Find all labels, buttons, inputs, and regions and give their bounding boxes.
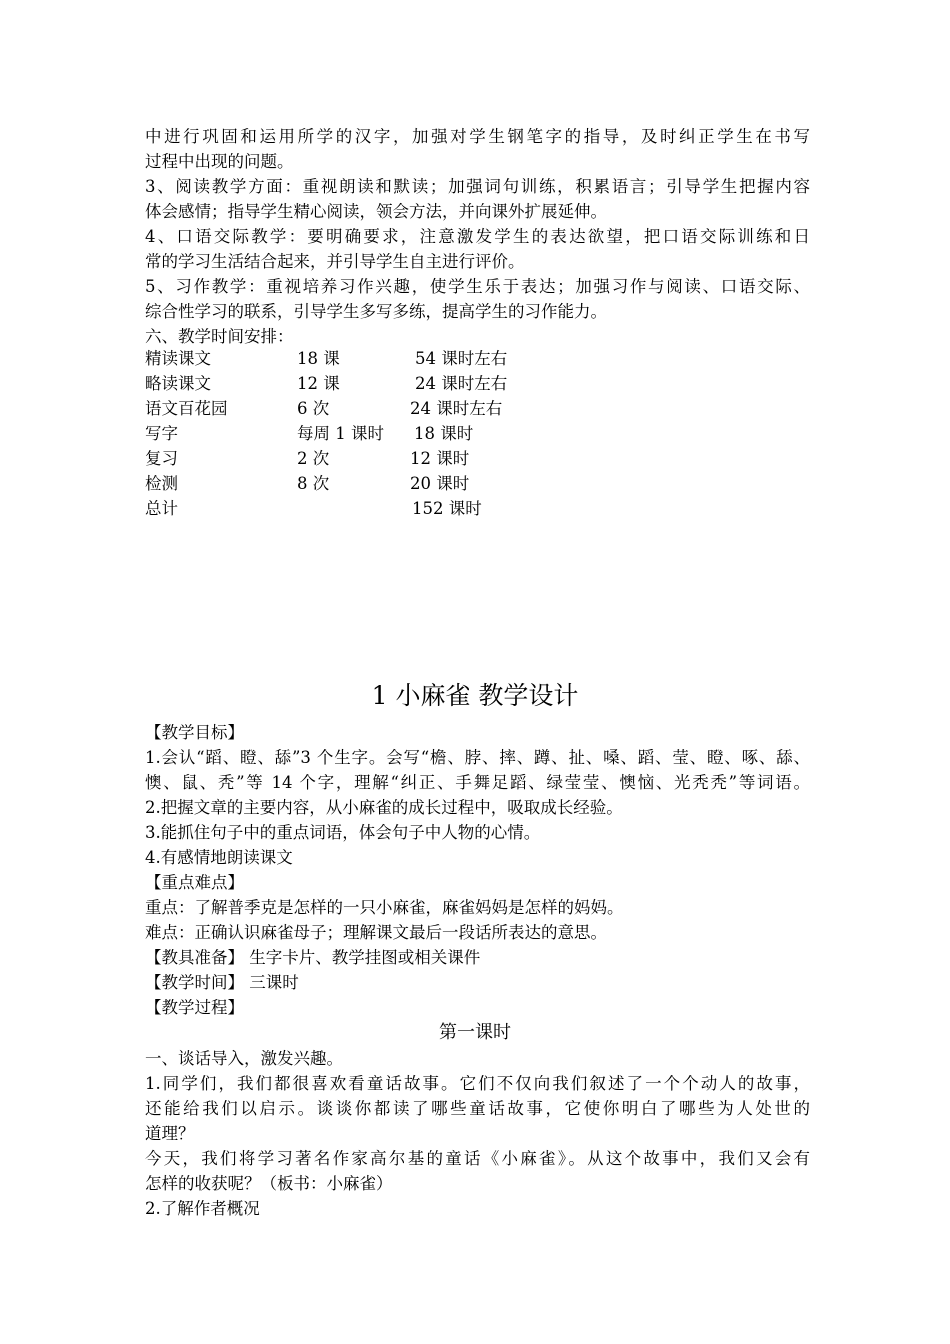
text-line: 还能给我们以启示。谈谈你都读了哪些童话故事，它使你明白了哪些为人处世的 <box>145 1099 810 1118</box>
text-line: 5、习作教学：重视培养习作兴趣，使学生乐于表达；加强习作与阅读、口语交际、 <box>145 277 810 296</box>
text-line: 怎样的收获呢？（板书：小麻雀） <box>145 1174 393 1193</box>
schedule-count: 12 课 <box>297 374 340 393</box>
text-line: 【教具准备】 生字卡片、教学挂图或相关课件 <box>145 948 481 967</box>
schedule-hours: 12 课时 <box>410 449 470 468</box>
schedule-hours: 24 课时左右 <box>415 374 508 393</box>
schedule-hours: 20 课时 <box>410 474 470 493</box>
text-line: 重点：了解普季克是怎样的一只小麻雀，麻雀妈妈是怎样的妈妈。 <box>145 898 624 917</box>
text-line: 综合性学习的联系，引导学生多写多练，提高学生的习作能力。 <box>145 302 607 321</box>
section-heading: 【教学目标】 <box>145 723 244 742</box>
section-heading: 【教学过程】 <box>145 998 244 1017</box>
text-line: 体会感情；指导学生精心阅读，领会方法，并向课外扩展延伸。 <box>145 202 607 221</box>
schedule-row <box>145 421 645 446</box>
schedule-item: 精读课文 <box>145 349 211 368</box>
schedule-count: 每周 1 课时 <box>297 424 384 443</box>
text-line: 一、谈话导入，激发兴趣。 <box>145 1049 343 1068</box>
text-line: 2.把握文章的主要内容，从小麻雀的成长过程中，吸取成长经验。 <box>145 798 623 817</box>
schedule-count: 18 课 <box>297 349 340 368</box>
lesson-heading: 第一课时 <box>439 1022 511 1043</box>
design-text-block <box>145 720 810 1020</box>
text-line: 1.会认“蹈、瞪、舔”3 个生字。会写“檐、脖、摔、蹲、扯、嗓、蹈、莹、瞪、啄、舔、 <box>145 748 810 767</box>
schedule-hours: 18 课时 <box>414 424 474 443</box>
lesson-text-block <box>145 1046 810 1221</box>
text-line: 今天，我们将学习著名作家高尔基的童话《小麻雀》。从这个故事中，我们又会有 <box>145 1149 810 1168</box>
schedule-item: 检测 <box>145 474 178 493</box>
schedule-hours: 54 课时左右 <box>415 349 508 368</box>
schedule-item: 语文百花园 <box>145 399 228 418</box>
text-line: 难点：正确认识麻雀母子；理解课文最后一段话所表达的意思。 <box>145 923 607 942</box>
text-line: 2.了解作者概况 <box>145 1199 260 1218</box>
schedule-row <box>145 446 645 471</box>
text-line: 道理？ <box>145 1124 195 1143</box>
schedule-count: 6 次 <box>297 399 330 418</box>
schedule-item: 总计 <box>145 499 178 518</box>
text-line: 常的学习生活结合起来，并引导学生自主进行评价。 <box>145 252 525 271</box>
schedule-count: 2 次 <box>297 449 330 468</box>
plan-text-block <box>145 124 810 349</box>
text-line: 3、阅读教学方面：重视朗读和默读；加强词句训练，积累语言；引导学生把握内容 <box>145 177 810 196</box>
schedule-item: 略读课文 <box>145 374 211 393</box>
schedule-item: 复习 <box>145 449 178 468</box>
schedule-hours: 152 课时 <box>412 499 482 518</box>
schedule-row <box>145 496 645 521</box>
text-line: 过程中出现的问题。 <box>145 152 294 171</box>
section-heading: 六、教学时间安排： <box>145 327 294 346</box>
schedule-row <box>145 346 645 371</box>
schedule-item: 写字 <box>145 424 178 443</box>
text-line: 中进行巩固和运用所学的汉字，加强对学生钢笔字的指导，及时纠正学生在书写 <box>145 127 810 146</box>
schedule-hours: 24 课时左右 <box>410 399 503 418</box>
text-line: 3.能抓住句子中的重点词语，体会句子中人物的心情。 <box>145 823 541 842</box>
text-line: 【教学时间】 三课时 <box>145 973 299 992</box>
schedule-row <box>145 471 645 496</box>
text-line: 4、口语交际教学：要明确要求，注意激发学生的表达欲望，把口语交际训练和日 <box>145 227 810 246</box>
schedule-row <box>145 371 645 396</box>
page-title: 1 小麻雀 教学设计 <box>371 681 579 710</box>
section-heading: 【重点难点】 <box>145 873 244 892</box>
schedule-count: 8 次 <box>297 474 330 493</box>
text-line: 1.同学们，我们都很喜欢看童话故事。它们不仅向我们叙述了一个个动人的故事， <box>145 1074 810 1093</box>
schedule-row <box>145 396 645 421</box>
text-line: 懊、鼠、秃”等 14 个字，理解“纠正、手舞足蹈、绿莹莹、懊恼、光秃秃”等词语。 <box>145 773 810 792</box>
text-line: 4.有感情地朗读课文 <box>145 848 293 867</box>
schedule-table <box>145 346 645 521</box>
